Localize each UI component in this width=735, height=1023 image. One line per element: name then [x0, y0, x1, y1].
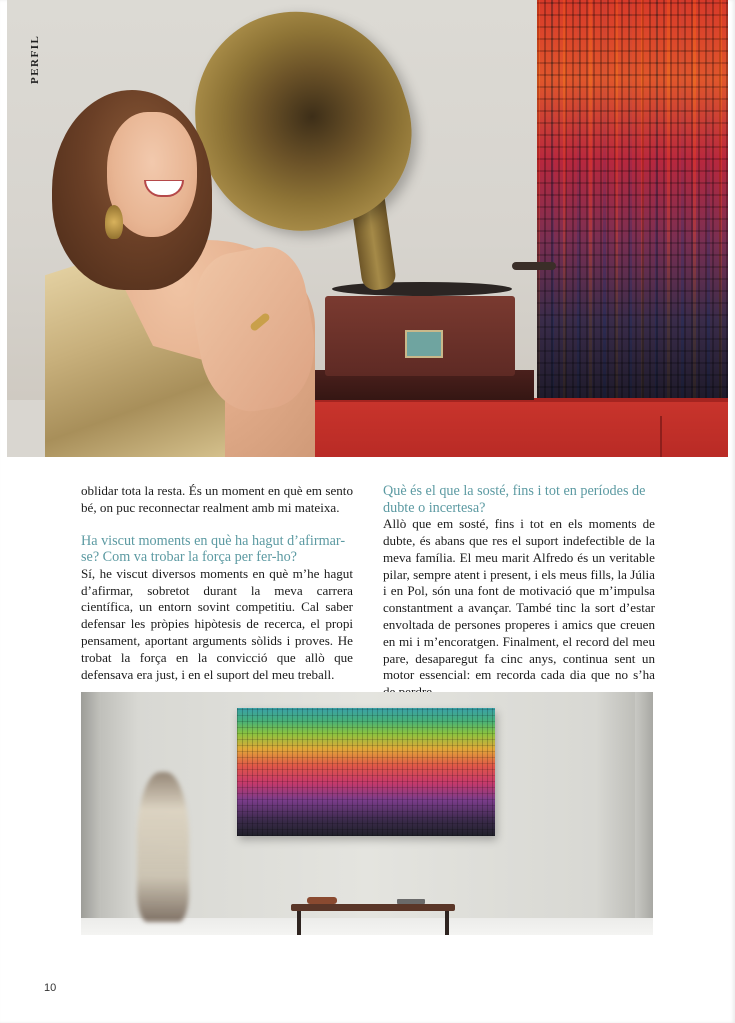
hero-photo	[7, 0, 728, 457]
gallery-right-wall	[635, 692, 653, 935]
bench-object	[307, 897, 337, 904]
left-column	[81, 483, 353, 683]
bench	[291, 904, 455, 911]
question-heading: Què és el que la sosté, fins i tot en períodes de dubte o incertesa?	[383, 483, 646, 516]
answer-paragraph: Sí, he viscut diversos moments en què m’he hagut d’afirmar, sobretot durant la meva carrera científica, un entorn sovint competitiu. Cal saber defensar les pròpies hipòtesis de recerca, el propi pensament, aportant arguments sòlids i proves. He trobat la força en la convicció que allò que defensava era just, i en el suport del meu treball.	[81, 565, 353, 682]
page-number: 10	[44, 982, 57, 994]
bench-leg	[445, 911, 449, 935]
answer-paragraph: Allò que em sosté, fins i tot en els moments de dubte, és abans que res el suport indefectible de la meva família. El meu marit Alfredo és un veritable pilar, sempre atent i present, i els meus fills, la Júlia i en Pol, són una font de motivació que m’impulsa constantment a avançar. També tinc la sort d’estar envoltada de persones properes i amics que creuen en mi i m’encoratgen. Finalment, el record del meu pare, desaparegut fa cinc anys, continua sent un motor essencial: em recorda cada dia que no s’ha	[383, 516, 655, 683]
red-cabinet	[282, 398, 728, 457]
gallery-photo	[81, 692, 653, 935]
gramophone-turntable	[332, 282, 512, 296]
cabinet-door-seam	[660, 416, 662, 457]
intro-paragraph: oblidar tota la resta. És un moment en què em sento bé, on puc reconnectar realment amb mi mateixa.	[81, 483, 353, 515]
section-label: PERFIL	[29, 34, 41, 84]
bench-leg	[297, 911, 301, 935]
gallery-painting	[237, 708, 495, 836]
question-heading: Ha viscut moments en què ha hagut d’afirmar-se? Com va trobar la força per fer-ho?	[81, 532, 346, 566]
earring	[105, 205, 123, 239]
right-column	[383, 483, 655, 701]
gramophone-crank	[512, 262, 556, 270]
gallery-left-wall	[81, 692, 101, 935]
hero-artwork	[537, 0, 728, 400]
blurred-figure	[137, 772, 189, 922]
gramophone-label	[405, 330, 443, 358]
